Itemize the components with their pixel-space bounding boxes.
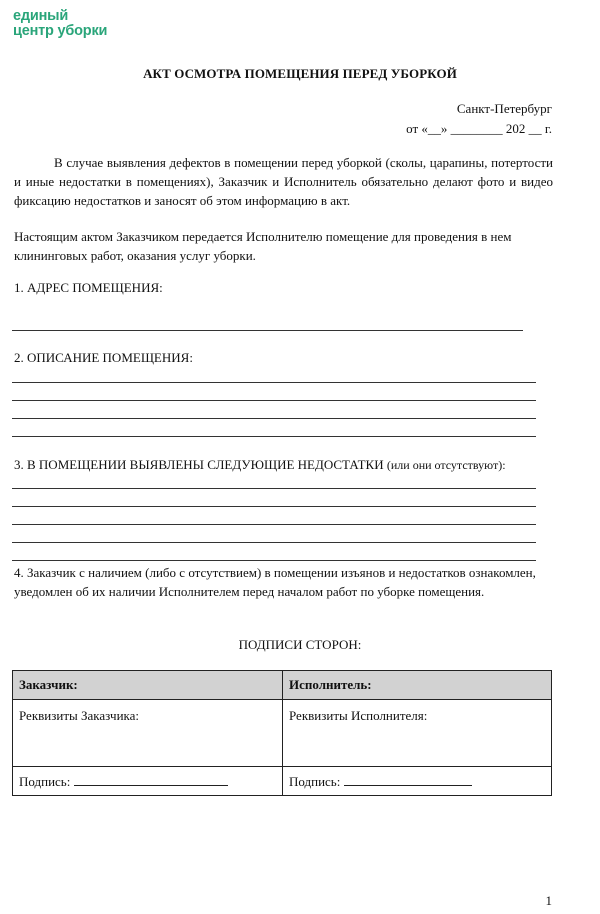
city: Санкт-Петербург <box>456 101 552 116</box>
description-fill-line[interactable] <box>12 418 536 419</box>
contractor-signature-cell <box>283 767 552 796</box>
transfer-paragraph: Настоящим актом Заказчиком передается Исполнителю помещение для проведения в нем клининговых работ, оказания услуг уборки. <box>14 229 512 263</box>
address-fill-line[interactable] <box>12 330 523 331</box>
section-defects-title: 3. В ПОМЕЩЕНИИ ВЫЯВЛЕНЫ СЛЕДУЮЩИЕ НЕДОСТАТКИ <box>14 457 384 472</box>
section-description-heading: 2. ОПИСАНИЕ ПОМЕЩЕНИЯ: <box>14 350 193 365</box>
section-address-heading: 1. АДРЕС ПОМЕЩЕНИЯ: <box>14 280 163 295</box>
defects-fill-line[interactable] <box>12 524 536 525</box>
defects-fill-line[interactable] <box>12 506 536 507</box>
document-title: АКТ ОСМОТРА ПОМЕЩЕНИЯ ПЕРЕД УБОРКОЙ <box>143 66 457 81</box>
customer-signature-cell <box>13 767 283 796</box>
signatures-title: ПОДПИСИ СТОРОН: <box>238 637 362 652</box>
contractor-signature-label: Подпись: <box>289 773 341 789</box>
section-acknowledgement: 4. Заказчик с наличием (либо с отсутствием) в помещении изъянов и недостатков ознакомлен, уведомлен об их наличии Исполнителем перед началом работ по уборке помещения. <box>14 565 536 599</box>
customer-details-label: Реквизиты Заказчика: <box>19 708 140 723</box>
section-defects-heading <box>14 457 506 473</box>
contractor-header: Исполнитель: <box>283 671 552 700</box>
contractor-details-cell[interactable] <box>283 700 552 767</box>
company-logo <box>13 9 107 39</box>
table-header-row <box>13 671 552 700</box>
description-fill-line[interactable] <box>12 436 536 437</box>
table-signature-row <box>13 767 552 796</box>
defects-fill-line[interactable] <box>12 542 536 543</box>
description-fill-line[interactable] <box>12 382 536 383</box>
defects-fill-line[interactable] <box>12 488 536 489</box>
logo-line-1: единый <box>13 8 69 24</box>
section-defects-note: (или они отсутствуют): <box>386 458 506 472</box>
logo-line-2: центр уборки <box>13 23 108 39</box>
signatures-table <box>12 670 552 796</box>
customer-header: Заказчик: <box>13 671 283 700</box>
date-line: от «__» ________ 202 __ г. <box>406 121 552 136</box>
contractor-signature-line[interactable] <box>344 773 472 786</box>
intro-paragraph: В случае выявления дефектов в помещении перед уборкой (сколы, царапины, потертости и иные недостатки в помещениях), Заказчик и Исполнитель обязательно делают фото и видео фиксацию недостатков и заносят об этом информацию в акт. <box>14 155 553 208</box>
customer-details-cell[interactable] <box>13 700 283 767</box>
defects-fill-line[interactable] <box>12 560 536 561</box>
customer-signature-label: Подпись: <box>19 773 71 789</box>
customer-signature-line[interactable] <box>74 773 228 786</box>
table-details-row <box>13 700 552 767</box>
contractor-details-label: Реквизиты Исполнителя: <box>289 708 428 723</box>
page-number: 1 <box>545 893 552 908</box>
description-fill-line[interactable] <box>12 400 536 401</box>
